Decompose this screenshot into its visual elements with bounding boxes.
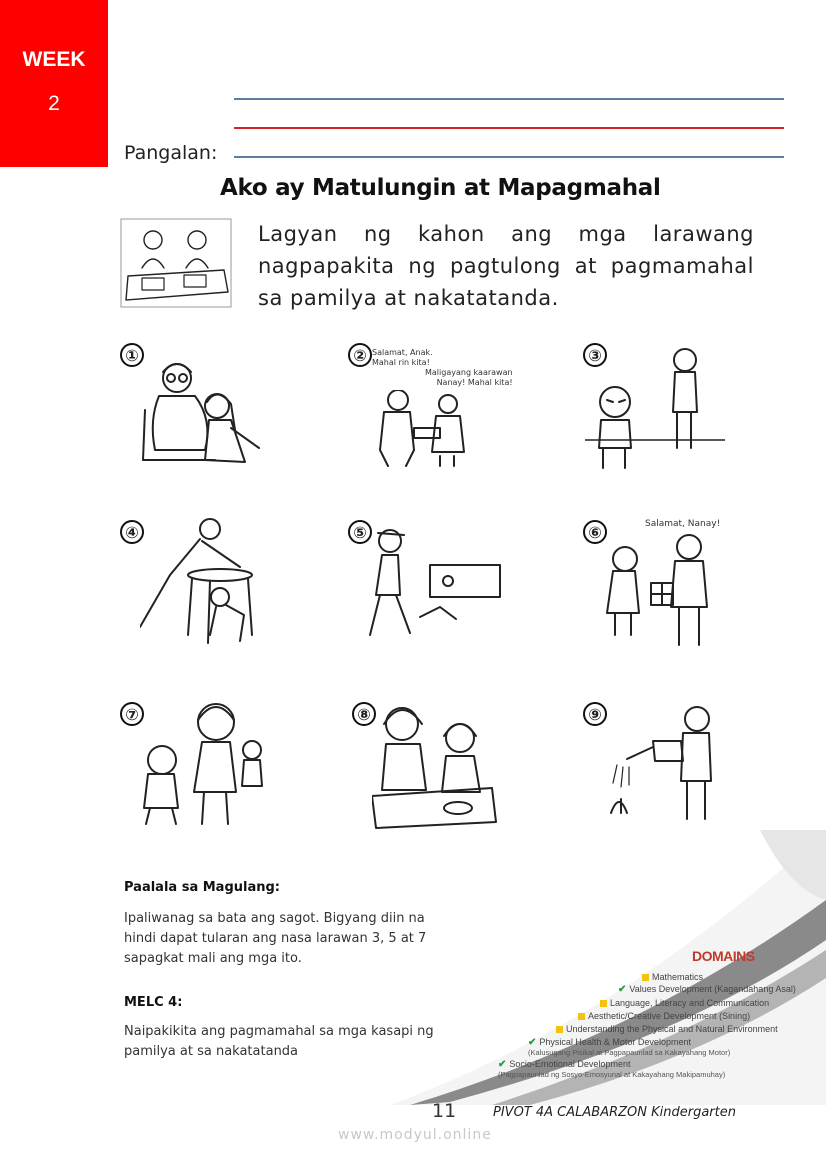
- week-label: WEEK: [22, 48, 86, 71]
- picture-number-5: ⑤: [348, 520, 372, 544]
- name-label: Pangalan:: [124, 142, 218, 164]
- domain-item-5: Understanding the Physical and Natural Environment: [556, 1024, 778, 1034]
- melc-heading: MELC 4:: [124, 995, 183, 1010]
- picture-4-child-cleaning-table[interactable]: [140, 515, 265, 647]
- speech-bubble-child: Maligayang kaarawan Nanay! Mahal kita!: [425, 368, 513, 387]
- domain-item-7: ✔ Socio-Emotional Development (Pagpapaunlad ng Sosyo-Emosyunal at Kakayahang Makipamuhay): [498, 1059, 726, 1080]
- watermark: www.modyul.online: [338, 1127, 492, 1143]
- picture-number-6: ⑥: [583, 520, 607, 544]
- square-bullet-icon: [556, 1026, 563, 1033]
- speech-bubble-mother: Salamat, Anak. Mahal rin kita!: [372, 348, 433, 367]
- parent-note-text: Ipaliwanag sa bata ang sagot. Bigyang diin na hindi dapat tularan ang nasa larawan 3, 5 at 7 sapagkat mali ang mga ito.: [124, 911, 427, 966]
- picture-number-9: ⑨: [583, 702, 607, 726]
- instructions-text: Lagyan ng kahon ang mga larawang nagpapakita ng pagtulong at pagmamahal sa pamilya at nakatatanda.: [258, 222, 754, 310]
- domain-item-4: Aesthetic/Creative Development (Sining): [578, 1011, 750, 1021]
- square-bullet-icon: [578, 1013, 585, 1020]
- page-number: 11: [432, 1100, 457, 1122]
- picture-6-child-receiving-gift[interactable]: [595, 533, 725, 648]
- picture-1-child-hugging-grandmother[interactable]: [135, 350, 265, 475]
- parent-note-heading: Paalala sa Magulang:: [124, 880, 280, 895]
- picture-number-1: ①: [120, 343, 144, 367]
- picture-7-child-taking-toy[interactable]: [130, 700, 270, 830]
- check-icon: ✔: [498, 1059, 507, 1071]
- picture-number-7: ⑦: [120, 702, 144, 726]
- picture-number-8: ⑧: [352, 702, 376, 726]
- week-number: 2: [48, 92, 60, 115]
- melc-text: Naipakikita ang pagmamahal sa mga kasapi ng pamilya at sa nakatatanda: [124, 1024, 434, 1059]
- picture-number-3: ③: [583, 343, 607, 367]
- footer-text: PIVOT 4A CALABARZON Kindergarten: [493, 1105, 736, 1120]
- name-line-top: [234, 98, 784, 100]
- domain-item-3: Language, Literacy and Communication: [600, 998, 769, 1008]
- name-line-middle: [234, 127, 784, 129]
- picture-5-child-running-mess[interactable]: [360, 525, 510, 640]
- square-bullet-icon: [642, 974, 649, 981]
- week-tab: [0, 0, 108, 167]
- domain-item-2: ✔ Values Development (Kagandahang Asal): [618, 984, 796, 996]
- picture-8-washing-dishes-together[interactable]: [372, 700, 497, 832]
- page-title: Ako ay Matulungin at Mapagmahal: [220, 175, 661, 201]
- domain-item-1: Mathematics: [642, 972, 703, 982]
- domain-item-6: ✔ Physical Health & Motor Development (Kalusugang Pisikal at Pagpapaunlad sa Kakayahang Motor): [528, 1037, 731, 1058]
- picture-9-child-watering-plants[interactable]: [597, 703, 727, 825]
- picture-number-4: ④: [120, 520, 144, 544]
- check-icon: ✔: [618, 984, 627, 996]
- name-line-bottom[interactable]: [234, 156, 784, 158]
- picture-number-2: ②: [348, 343, 372, 367]
- students-writing-illustration: [120, 218, 232, 308]
- check-icon: ✔: [528, 1037, 537, 1049]
- picture-3-angry-child[interactable]: [585, 340, 725, 475]
- picture-2-child-giving-gift[interactable]: [370, 390, 475, 468]
- square-bullet-icon: [600, 1000, 607, 1007]
- domains-title: DOMAINS: [692, 948, 755, 964]
- speech-bubble-thank-you: Salamat, Nanay!: [645, 519, 721, 529]
